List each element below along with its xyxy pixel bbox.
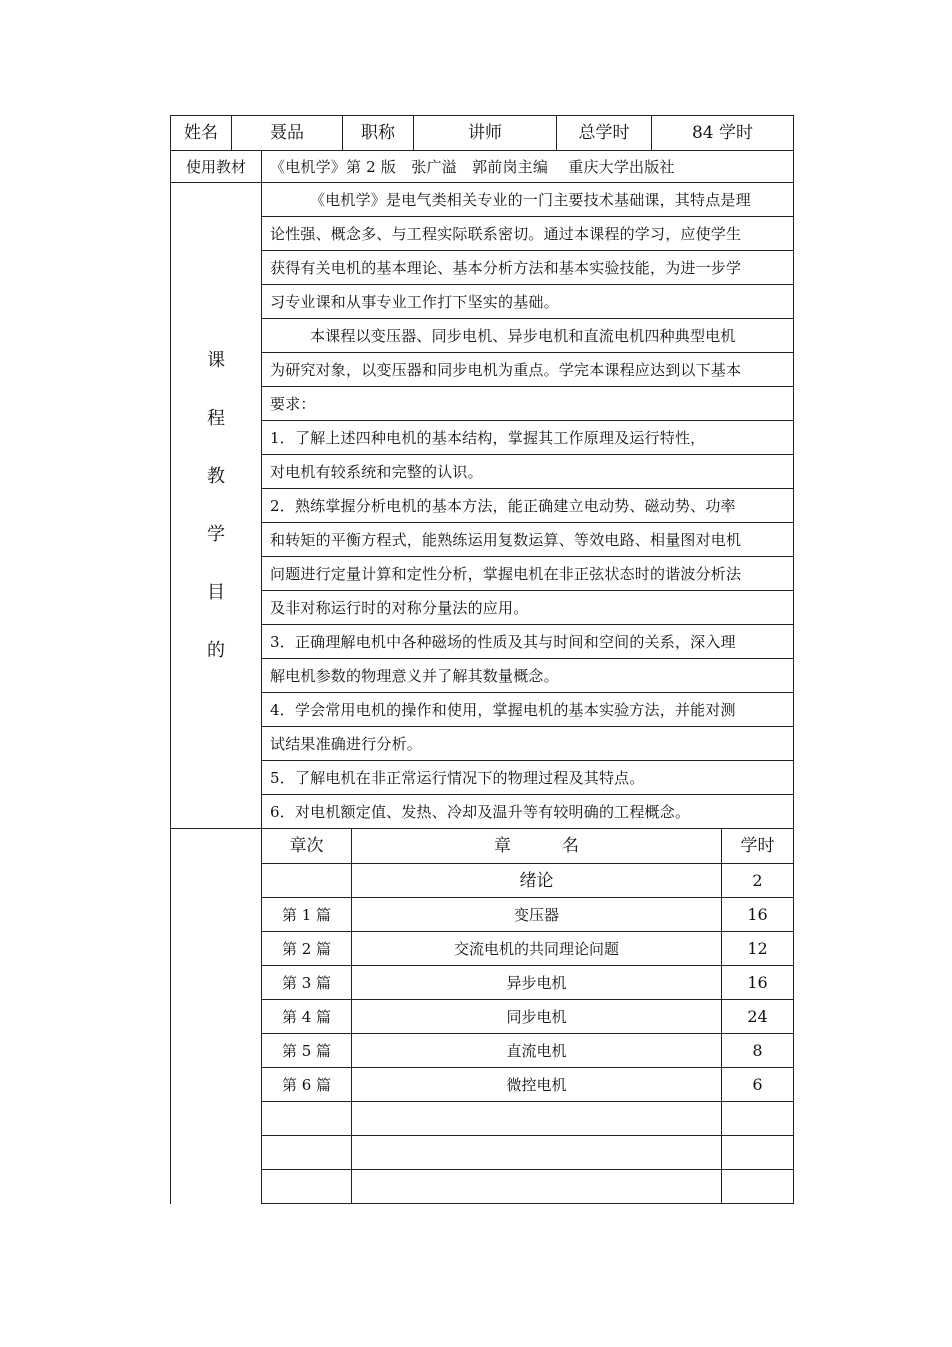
objective-row (171, 183, 794, 217)
chapter-cell: 第 1 篇 (262, 898, 352, 932)
objective-line: 获得有关电机的基本理论、基本分析方法和基本实验技能，为进一步学 (262, 251, 794, 285)
schedule-row (171, 1068, 794, 1102)
objective-line: 3．正确理解电机中各种磁场的性质及其与时间和空间的关系，深入理 (262, 625, 794, 659)
objective-row (171, 421, 794, 455)
objective-row (171, 625, 794, 659)
chapter-name-cell: 交流电机的共同理论问题 (352, 932, 722, 966)
chapter-name-cell (352, 1170, 722, 1204)
chapter-name-cell: 变压器 (352, 898, 722, 932)
objective-line: 要求： (262, 387, 794, 421)
hours-cell: 6 (722, 1068, 794, 1102)
course-sheet (170, 115, 793, 1204)
title-label: 职称 (343, 116, 414, 151)
hours-cell (722, 1102, 794, 1136)
objective-line: 对电机有较系统和完整的认识。 (262, 455, 794, 489)
objectives-label-char: 学 (207, 523, 225, 545)
hours-cell (722, 1170, 794, 1204)
chapter-cell (262, 1170, 352, 1204)
objectives-label-char: 的 (207, 639, 225, 661)
hours-cell: 12 (722, 932, 794, 966)
schedule-row (171, 966, 794, 1000)
objective-row (171, 591, 794, 625)
textbook-value: 《电机学》第 2 版 张广溢 郭前岗主编 重庆大学出版社 (262, 151, 794, 183)
schedule-row (171, 1170, 794, 1204)
objective-line: 1．了解上述四种电机的基本结构，掌握其工作原理及运行特性， (262, 421, 794, 455)
objective-line: 4．学会常用电机的操作和使用，掌握电机的基本实验方法，并能对测 (262, 693, 794, 727)
chapter-name-cell: 同步电机 (352, 1000, 722, 1034)
objective-line: 6．对电机额定值、发热、冷却及温升等有较明确的工程概念。 (262, 795, 794, 829)
schedule-row (171, 932, 794, 966)
objectives-label-char: 程 (207, 407, 225, 429)
objective-row (171, 523, 794, 557)
title-value: 讲师 (414, 116, 557, 151)
schedule-row (171, 1000, 794, 1034)
schedule-row (171, 898, 794, 932)
objective-line: 2．熟练掌握分析电机的基本方法，能正确建立电动势、磁动势、功率 (262, 489, 794, 523)
chapter-name-cell: 异步电机 (352, 966, 722, 1000)
chapter-cell: 第 4 篇 (262, 1000, 352, 1034)
objective-row (171, 217, 794, 251)
objective-row (171, 659, 794, 693)
objectives-label (171, 183, 262, 829)
textbook-label: 使用教材 (171, 151, 262, 183)
header-row (171, 116, 794, 151)
objective-line: 和转矩的平衡方程式，能熟练运用复数运算、等效电路、相量图对电机 (262, 523, 794, 557)
objective-line: 本课程以变压器、同步电机、异步电机和直流电机四种典型电机 (262, 319, 794, 353)
objective-row (171, 387, 794, 421)
objective-line: 5．了解电机在非正常运行情况下的物理过程及其特点。 (262, 761, 794, 795)
objective-row (171, 353, 794, 387)
objectives-label-char: 教 (207, 465, 225, 487)
col-hours-header: 学时 (722, 829, 794, 864)
objective-row (171, 285, 794, 319)
chapter-name-cell: 微控电机 (352, 1068, 722, 1102)
chapter-cell: 第 2 篇 (262, 932, 352, 966)
objectives-label-char: 课 (207, 349, 225, 371)
col-name-header: 章 名 (352, 829, 722, 864)
hours-cell: 8 (722, 1034, 794, 1068)
hours-cell: 16 (722, 966, 794, 1000)
name-label: 姓名 (171, 116, 232, 151)
chapter-name-cell: 直流电机 (352, 1034, 722, 1068)
objective-line: 论性强、概念多、与工程实际联系密切。通过本课程的学习，应使学生 (262, 217, 794, 251)
objective-line: 解电机参数的物理意义并了解其数量概念。 (262, 659, 794, 693)
chapter-name-cell (352, 1102, 722, 1136)
objective-line: 习专业课和从事专业工作打下坚实的基础。 (262, 285, 794, 319)
schedule-row (171, 864, 794, 898)
col-chapter-header: 章次 (262, 829, 352, 864)
chapter-cell (262, 1102, 352, 1136)
chapter-cell: 第 5 篇 (262, 1034, 352, 1068)
objective-line: 《电机学》是电气类相关专业的一门主要技术基础课，其特点是理 (262, 183, 794, 217)
schedule-table (170, 828, 794, 1204)
schedule-row (171, 1034, 794, 1068)
objective-row (171, 795, 794, 829)
hours-cell: 16 (722, 898, 794, 932)
objective-row (171, 455, 794, 489)
objective-row (171, 557, 794, 591)
content-table (170, 150, 794, 829)
objective-line: 问题进行定量计算和定性分析，掌握电机在非正弦状态时的谐波分析法 (262, 557, 794, 591)
objective-row (171, 489, 794, 523)
objective-row (171, 761, 794, 795)
hours-cell: 2 (722, 864, 794, 898)
hours-value: 84 学时 (652, 116, 794, 151)
objective-row (171, 319, 794, 353)
chapter-cell (262, 1136, 352, 1170)
objective-line: 试结果准确进行分析。 (262, 727, 794, 761)
objective-line: 及非对称运行时的对称分量法的应用。 (262, 591, 794, 625)
info-table (170, 115, 794, 151)
objectives-label-char: 目 (207, 581, 225, 603)
chapter-cell: 第 6 篇 (262, 1068, 352, 1102)
hours-cell (722, 1136, 794, 1170)
name-value: 聂品 (232, 116, 343, 151)
schedule-left-cell (171, 829, 262, 1204)
objective-row (171, 251, 794, 285)
schedule-row (171, 1136, 794, 1170)
objective-line: 为研究对象，以变压器和同步电机为重点。学完本课程应达到以下基本 (262, 353, 794, 387)
schedule-header-row (171, 829, 794, 864)
textbook-row (171, 151, 794, 183)
chapter-cell: 第 3 篇 (262, 966, 352, 1000)
chapter-cell (262, 864, 352, 898)
objective-row (171, 693, 794, 727)
hours-cell: 24 (722, 1000, 794, 1034)
chapter-name-cell: 绪论 (352, 864, 722, 898)
objective-row (171, 727, 794, 761)
hours-label: 总学时 (557, 116, 652, 151)
schedule-row (171, 1102, 794, 1136)
chapter-name-cell (352, 1136, 722, 1170)
